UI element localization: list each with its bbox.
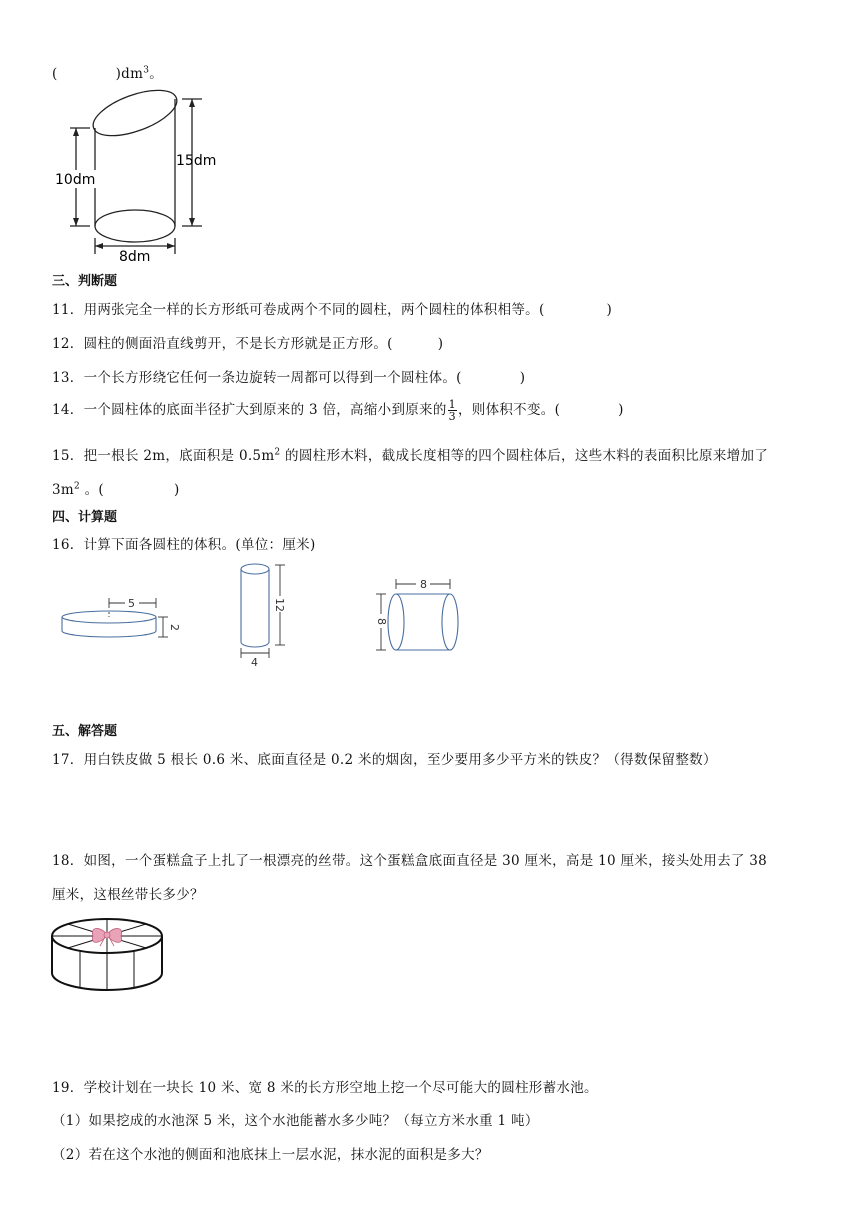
section-title-calculation: 四、计算题: [52, 510, 118, 525]
question-13: 13．一个长方形绕它任何一条边旋转一周都可以得到一个圆柱体。( ): [52, 370, 526, 386]
question-15-line2: $3m^2$ 。( ): [52, 481, 180, 498]
question-18-line1: 18．如图，一个蛋糕盒子上扎了一根漂亮的丝带。这个蛋糕盒底面直径是 30 厘米，高是 10 厘米，接头处用去了 38: [52, 853, 768, 869]
cyl-a-height-label: 2: [168, 624, 181, 631]
answer-line-volume: ( )$dm^3$。: [52, 65, 164, 82]
cyl-c-diameter-label: 8: [375, 618, 388, 625]
cyl-c-length-label: 8: [420, 578, 427, 591]
question-15-line1: 15．把一根长 2m，底面积是 $0.5m^2$ 的圆柱形木料，截成长度相等的四个圆柱体后，这些木料的表面积比原来增加了: [52, 447, 769, 464]
diameter-label: 8dm: [119, 249, 151, 265]
question-19-part-2: （2）若在这个水池的侧面和池底抹上一层水泥，抹水泥的面积是多大？: [52, 1147, 489, 1163]
question-14: 14．一个圆柱体的底面半径扩大到原来的 3 倍，高缩小到原来的 $\frac{1}{3}$ ，则体积不变。( ): [52, 398, 624, 423]
cyl-b-diameter-label: 4: [251, 656, 258, 669]
section-title-judgement: 三、判断题: [52, 274, 118, 289]
question-19: 19．学校计划在一块长 10 米、宽 8 米的长方形空地上挖一个尽可能大的圆柱形蓄水池。: [52, 1080, 598, 1096]
question-11: 11．用两张完全一样的长方形纸可卷成两个不同的圆柱，两个圆柱的体积相等。( ): [52, 302, 613, 318]
height-right-label: 15dm: [176, 153, 217, 169]
question-19-part-1: （1）如果挖成的水池深 5 米，这个水池能蓄水多少吨？（每立方米水重 1 吨）: [52, 1113, 539, 1129]
fraction-one-third: $\frac{1}{3}$: [448, 398, 456, 423]
height-left-label: 10dm: [55, 172, 96, 188]
cyl-a-diameter-label: 5: [128, 597, 135, 610]
question-18-line2: 厘米，这根丝带长多少？: [52, 887, 204, 903]
cyl-b-height-label: 12: [273, 598, 286, 612]
question-12: 12．圆柱的侧面沿直线剪开，不是长方形就是正方形。( ): [52, 336, 444, 352]
question-17: 17．用白铁皮做 5 根长 0.6 米、底面直径是 0.2 米的烟囱，至少要用多少平方米的铁皮？（得数保留整数）: [52, 752, 717, 768]
question-16: 16．计算下面各圆柱的体积。(单位：厘米): [52, 537, 316, 553]
section-title-solution: 五、解答题: [52, 724, 118, 739]
